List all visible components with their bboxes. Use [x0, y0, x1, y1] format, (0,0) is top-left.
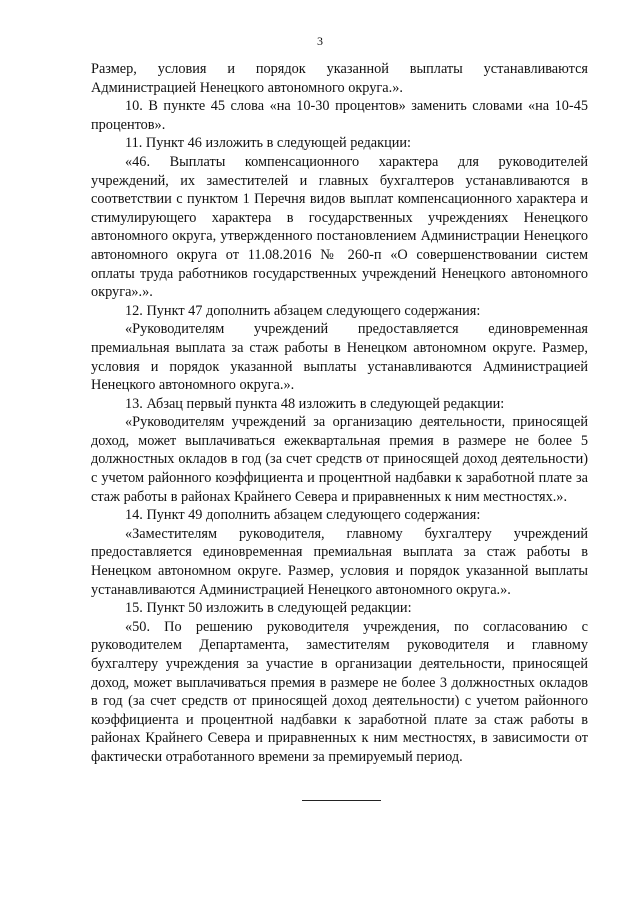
paragraph-clause-48: «Руководителям учреждений за организацию деятельности, приносящей доход, может выплачиваться ежеквартальная премия в размере не более 5 должностных окладов в год (за счет средств от приносящей доход деятельности) с учетом районного коэффициента и процентной надбавки к заработной плате за стаж работы в районах Крайнего Севера и приравненных к ним местностях.». — [91, 414, 588, 505]
paragraph-item-15: 15. Пункт 50 изложить в следующей редакции: — [125, 600, 412, 617]
paragraph-item-10: 10. В пункте 45 слова «на 10-30 процентов» заменить словами «на 10-45 процентов». — [91, 98, 588, 133]
paragraph-clause-49-addition: «Заместителям руководителя, главному бухгалтеру учреждений предоставляется единовременная премиальная выплата за стаж работы в Ненецком автономном округе. Размер, условия и порядок указанной выплаты устанавливаются Администрацией Ненецкого автономного округа.». — [91, 525, 588, 598]
paragraph-clause-46: «46. Выплаты компенсационного характера для руководителей учреждений, их заместителей и главных бухгалтеров устанавливаются в соответствии с пунктом 1 Перечня видов выплат компенсационного характера и стимулирующего характера в государственных учреждениях Ненецкого автономного округа, утвержденного постановлением Администрации Ненецкого автономного округа от 11.08.2016 № 260-п «О совершенствовании систем оплаты труда работников государственных учреждений Ненецкого автономного округа».». — [91, 153, 588, 301]
paragraph-clause-47-addition: «Руководителям учреждений предоставляется единовременная премиальная выплата за стаж работы в Ненецком автономном округе. Размер, условия и порядок указанной выплаты устанавливаются Администрацией Ненецкого автономного округа.». — [91, 321, 588, 394]
paragraph-item-11: 11. Пункт 46 изложить в следующей редакции: — [125, 135, 412, 152]
end-of-text-rule — [302, 800, 381, 801]
document-body — [91, 60, 588, 767]
paragraph-item-14: 14. Пункт 49 дополнить абзацем следующего содержания: — [125, 507, 481, 524]
paragraph-item-13: 13. Абзац первый пункта 48 изложить в следующей редакции: — [125, 395, 505, 412]
paragraph-clause-50: «50. По решению руководителя учреждения, по согласованию с руководителем Департамента, заместителям руководителя и главному бухгалтеру учреждения за участие в организации деятельности, приносящей доход, может выплачиваться премия в размере не более 3 должностных окладов в год (за счет средств от приносящей доход деятельности) с учетом районного коэффициента и процентной надбавки к заработной плате за стаж работы в районах Крайнего Севера и приравненных к ним местностях, в зависимости от фактически отработанного времени за премируемый период. — [91, 618, 588, 765]
page-number: 3 — [317, 34, 323, 48]
paragraph-item-12: 12. Пункт 47 дополнить абзацем следующего содержания: — [125, 302, 481, 319]
paragraph-1: Размер, условия и порядок указанной выплаты устанавливаются Администрацией Ненецкого автономного округа.». — [91, 61, 588, 96]
